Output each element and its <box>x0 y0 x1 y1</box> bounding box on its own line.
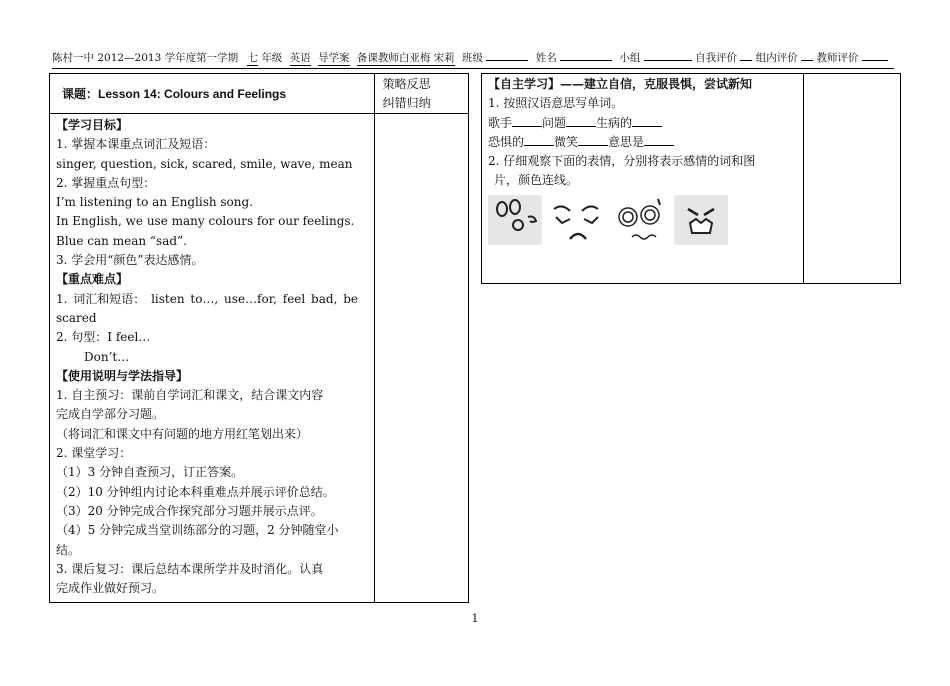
text-line: In English, we use many colours for our feelings. <box>56 214 355 229</box>
lesson-body <box>50 114 375 603</box>
text-line: 1. 词汇和短语： listen to…, use…for, feel bad, be <box>56 291 358 306</box>
word-scared: 恐惧的 <box>488 134 525 149</box>
vocab-row-2 <box>488 133 799 152</box>
teacher-eval-blank[interactable] <box>862 50 888 61</box>
question-1: 1. 按照汉语意思写单词。 <box>488 96 624 111</box>
lesson-title-cell <box>50 74 375 114</box>
lesson-title-prefix: 课题： <box>62 87 99 101</box>
text-line: （1）3 分钟自查预习，订正答案。 <box>56 465 244 480</box>
right-notes-cell[interactable] <box>804 74 901 284</box>
text-line: 1. 自主预习：课前自学词汇和课文，结合课文内容 <box>56 388 324 403</box>
reflection-notes-cell[interactable] <box>374 114 468 603</box>
page-number: 1 <box>471 612 479 625</box>
text-line: 结。 <box>56 542 81 557</box>
dizzy-face-icon <box>614 195 668 245</box>
self-study-cell <box>482 74 804 284</box>
text-line: （2）10 分钟组内讨论本科重难点并展示评价总结。 <box>56 484 335 499</box>
document-header <box>52 50 894 69</box>
self-study-heading: 【自主学习】——建立自信，克服畏惧，尝试新知 <box>488 77 753 91</box>
word-smile: 微笑 <box>554 134 579 149</box>
school-term: 陈村一中 2012—2013 学年度第一学期 <box>52 52 239 64</box>
teachers: 备课教师白亚梅 宋莉 <box>356 52 455 64</box>
text-line: Don’t… <box>84 349 130 364</box>
answer-blank[interactable] <box>632 115 662 127</box>
grade-value: 七 <box>247 52 258 64</box>
group-blank[interactable] <box>644 50 692 61</box>
section-heading: 【使用说明与学法指导】 <box>56 368 189 383</box>
text-line: 1. 掌握本课重点词汇及短语： <box>56 137 216 152</box>
group-eval-blank[interactable] <box>801 50 813 61</box>
name-label: 姓名 <box>535 52 557 64</box>
answer-blank[interactable] <box>578 134 608 146</box>
answer-blank[interactable] <box>512 115 542 127</box>
text-line: （4）5 分钟完成当堂训练部分的习题，2 分钟随堂小 <box>56 523 339 538</box>
group-label: 小组 <box>619 52 641 64</box>
sad-face-icon <box>550 195 604 245</box>
answer-blank[interactable] <box>524 134 554 146</box>
class-blank[interactable] <box>486 50 528 61</box>
text-line: Blue can mean “sad”. <box>56 233 187 248</box>
text-line: 2. 句型：I feel… <box>56 330 151 345</box>
word-question: 问题 <box>542 115 567 130</box>
class-label: 班级 <box>462 52 484 64</box>
reflection-header <box>374 74 468 114</box>
angry-face-icon <box>674 195 728 245</box>
word-singer: 歌手 <box>488 115 513 130</box>
text-line: （3）20 分钟完成合作探究部分习题并展示点评。 <box>56 503 323 518</box>
right-table <box>481 73 901 284</box>
answer-blank[interactable] <box>644 134 674 146</box>
subject: 英语 <box>289 52 311 64</box>
section-heading: 【学习目标】 <box>56 118 129 132</box>
text-line: 2. 掌握重点句型： <box>56 175 156 190</box>
teacher-eval-label: 教师评价 <box>816 52 859 64</box>
answer-blank[interactable] <box>566 115 596 127</box>
text-line: singer, question, sick, scared, smile, wave, mean <box>56 156 353 171</box>
section-heading: 【重点难点】 <box>56 272 129 287</box>
group-eval-label: 组内评价 <box>755 52 798 64</box>
self-eval-blank[interactable] <box>740 50 752 61</box>
doc-type: 导学案 <box>318 52 350 64</box>
reflection-label: 策略反思 <box>382 77 431 91</box>
name-blank[interactable] <box>560 50 612 61</box>
text-line: 完成自学部分习题。 <box>56 407 165 422</box>
text-line: 3. 学会用“颜色”表达感情。 <box>56 253 204 268</box>
text-line: （将词汇和课文中有问题的地方用红笔划出来） <box>56 426 309 441</box>
word-mean: 意思是 <box>608 134 645 149</box>
word-sick: 生病的 <box>596 115 633 130</box>
text-line: 完成作业做好预习。 <box>56 581 165 596</box>
grade-suffix: 年级 <box>261 52 283 64</box>
self-eval-label: 自我评价 <box>695 52 738 64</box>
left-table <box>49 73 469 603</box>
text-line: scared <box>56 310 97 325</box>
lesson-title: Lesson 14: Colours and Feelings <box>98 87 287 101</box>
text-line: I’m listening to an English song. <box>56 195 254 210</box>
vocab-row-1 <box>488 114 799 133</box>
emotion-faces <box>488 195 799 247</box>
error-summary-label: 纠错归纳 <box>382 96 431 110</box>
question-2-line1: 2. 仔细观察下面的表情，分别将表示感情的词和图 <box>488 154 756 169</box>
surprised-face-icon <box>488 195 542 245</box>
text-line: 3. 课后复习：课后总结本课所学并及时消化。认真 <box>56 561 324 576</box>
question-2-line2: 片，颜色连线。 <box>494 173 579 188</box>
text-line: 2. 课堂学习： <box>56 446 132 461</box>
